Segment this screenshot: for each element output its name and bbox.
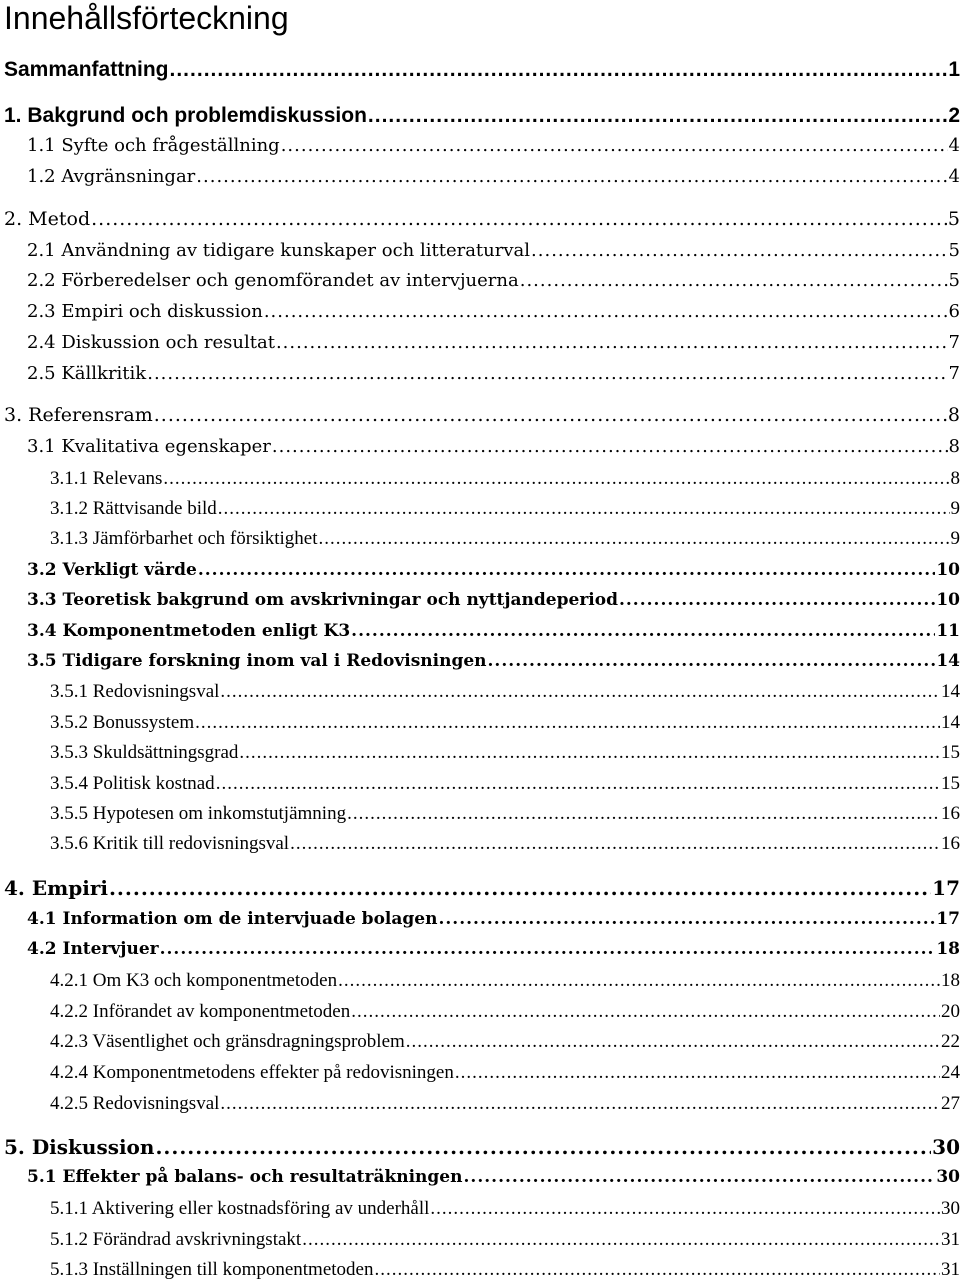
toc-page-number: 14 — [941, 681, 960, 702]
page-title: Innehållsförteckning — [4, 0, 289, 36]
toc-entry-label: Sammanfattning — [4, 58, 169, 81]
toc-page-number: 30 — [941, 1198, 960, 1219]
toc-entry-2-5[interactable] — [27, 363, 960, 384]
toc-entry-2-3[interactable] — [27, 301, 960, 322]
toc-page-number: 9 — [950, 498, 960, 519]
toc-page-number: 27 — [941, 1093, 960, 1114]
toc-entry-label: 2.5 Källkritik — [27, 363, 147, 384]
toc-page-number: 18 — [936, 939, 960, 959]
toc-entry-label: 4.2 Intervjuer — [27, 939, 159, 959]
toc-entry-label: 5. Diskussion — [4, 1135, 155, 1159]
toc-dot-leader — [154, 404, 947, 426]
toc-page-number: 22 — [941, 1031, 960, 1052]
toc-entry-label: 5.1.3 Inställningen till komponentmetoden — [50, 1259, 374, 1280]
toc-entry-label: 3.5.4 Politisk kostnad — [50, 773, 215, 794]
toc-page-number: 30 — [936, 1167, 960, 1187]
toc-dot-leader — [438, 909, 935, 929]
toc-entry-label: 3.5.3 Skuldsättningsgrad — [50, 742, 239, 763]
toc-dot-leader — [488, 651, 936, 671]
toc-page-number: 14 — [941, 712, 960, 733]
toc-entry-chapter-5[interactable] — [4, 1135, 960, 1159]
toc-page-number: 14 — [936, 651, 960, 671]
toc-entry-3-4[interactable] — [27, 621, 960, 641]
toc-entry-3-1-1[interactable] — [50, 468, 960, 490]
toc-dot-leader — [520, 270, 948, 291]
toc-entry-sammanfattning[interactable] — [4, 58, 960, 82]
toc-entry-4-2-2[interactable] — [50, 1001, 960, 1023]
toc-page-number: 4 — [948, 135, 960, 156]
toc-dot-leader — [406, 1031, 940, 1053]
toc-entry-label: 4.2.3 Väsentlighet och gränsdragningsproblem — [50, 1031, 405, 1052]
toc-entry-label: 3.1 Kvalitativa egenskaper — [27, 436, 271, 457]
toc-entry-chapter-4[interactable] — [4, 876, 960, 900]
toc-dot-leader — [351, 1001, 940, 1023]
toc-entry-chapter-2[interactable] — [4, 208, 960, 230]
toc-dot-leader — [351, 621, 935, 641]
toc-page-number: 7 — [948, 363, 960, 384]
toc-entry-label: 2.4 Diskussion och resultat — [27, 332, 275, 353]
toc-entry-label: 4.2.4 Komponentmetodens effekter på redovisningen — [50, 1062, 454, 1083]
toc-entry-label: 3.5.1 Redovisningsval — [50, 681, 220, 702]
toc-entry-4-2[interactable] — [27, 939, 960, 959]
toc-dot-leader — [196, 166, 947, 187]
toc-entry-3-5-1[interactable] — [50, 681, 960, 703]
toc-entry-label: 3.4 Komponentmetoden enligt K3 — [27, 621, 351, 641]
toc-entry-3-5-3[interactable] — [50, 742, 960, 764]
toc-dot-leader — [374, 1259, 940, 1281]
toc-page-number: 17 — [932, 876, 960, 900]
toc-entry-label: 1.2 Avgränsningar — [27, 166, 196, 187]
toc-entry-3-2[interactable] — [27, 560, 960, 580]
toc-entry-3-1[interactable] — [27, 436, 960, 457]
toc-entry-label: 2.3 Empiri och diskussion — [27, 301, 263, 322]
toc-dot-leader — [290, 833, 940, 855]
toc-page-number: 24 — [941, 1062, 960, 1083]
toc-entry-chapter-3[interactable] — [4, 404, 960, 426]
toc-entry-5-1-2[interactable] — [50, 1229, 960, 1251]
toc-dot-leader — [281, 135, 948, 156]
toc-entry-3-5-2[interactable] — [50, 712, 960, 734]
toc-dot-leader — [147, 363, 947, 384]
toc-dot-leader — [195, 712, 940, 734]
toc-entry-3-1-3[interactable] — [50, 528, 960, 550]
toc-page-number: 31 — [941, 1229, 960, 1250]
toc-entry-4-1[interactable] — [27, 909, 960, 929]
toc-dot-leader — [239, 742, 940, 764]
toc-entry-5-1-1[interactable] — [50, 1198, 960, 1220]
toc-entry-label: 3.5 Tidigare forskning inom val i Redovisningen — [27, 651, 487, 671]
toc-dot-leader — [302, 1229, 940, 1251]
toc-page-number: 8 — [947, 404, 960, 426]
toc-dot-leader — [198, 560, 936, 580]
toc-entry-label: 5.1.2 Förändrad avskrivningstakt — [50, 1229, 302, 1250]
toc-entry-label: 4.2.5 Redovisningsval — [50, 1093, 220, 1114]
toc-entry-label: 2. Metod — [4, 208, 91, 230]
toc-page-number: 7 — [948, 332, 960, 353]
toc-dot-leader — [272, 436, 948, 457]
toc-page-number: 16 — [941, 803, 960, 824]
toc-page-number: 10 — [936, 590, 960, 610]
toc-page-number: 20 — [941, 1001, 960, 1022]
toc-page-number: 30 — [932, 1135, 960, 1159]
toc-entry-label: 4. Empiri — [4, 876, 108, 900]
toc-entry-label: 3.1.2 Rättvisande bild — [50, 498, 217, 519]
toc-dot-leader — [463, 1167, 935, 1187]
toc-dot-leader — [338, 970, 940, 992]
toc-entry-4-2-4[interactable] — [50, 1062, 960, 1084]
toc-page-number: 15 — [941, 742, 960, 763]
toc-page-number: 6 — [948, 301, 960, 322]
toc-page-number: 9 — [950, 528, 960, 549]
toc-entry-4-2-1[interactable] — [50, 970, 960, 992]
toc-page-number: 10 — [936, 560, 960, 580]
toc-entry-label: 3. Referensram — [4, 404, 153, 426]
toc-entry-label: 3.2 Verkligt värde — [27, 560, 197, 580]
toc-page-number: 5 — [948, 240, 960, 261]
toc-entry-label: 2.1 Användning av tidigare kunskaper och litteraturval — [27, 240, 531, 261]
toc-page-number: 4 — [948, 166, 960, 187]
toc-entry-3-3[interactable] — [27, 590, 960, 610]
toc-page-number: 1 — [948, 58, 960, 81]
toc-entry-label: 1.1 Syfte och frågeställning — [27, 135, 280, 156]
toc-page-number: 16 — [941, 833, 960, 854]
toc-page-number: 17 — [936, 909, 960, 929]
toc-entry-3-5-6[interactable] — [50, 833, 960, 855]
toc-dot-leader — [319, 528, 950, 550]
toc-entry-4-2-3[interactable] — [50, 1031, 960, 1053]
toc-entry-4-2-5[interactable] — [50, 1093, 960, 1115]
toc-entry-label: 3.3 Teoretisk bakgrund om avskrivningar och nyttjandeperiod — [27, 590, 618, 610]
toc-page-number: 5 — [948, 270, 960, 291]
toc-entry-label: 4.2.2 Införandet av komponentmetoden — [50, 1001, 351, 1022]
toc-entry-label: 4.2.1 Om K3 och komponentmetoden — [50, 970, 338, 991]
toc-entry-label: 3.5.6 Kritik till redovisningsval — [50, 833, 290, 854]
toc-entry-label: 3.1.3 Jämförbarhet och försiktighet — [50, 528, 318, 549]
toc-dot-leader — [347, 803, 940, 825]
toc-entry-label: 5.1 Effekter på balans- och resultaträkningen — [27, 1167, 463, 1187]
toc-entry-2-2[interactable] — [27, 270, 960, 291]
toc-page-number: 18 — [941, 970, 960, 991]
toc-entry-label: 1. Bakgrund och problemdiskussion — [4, 104, 367, 127]
toc-entry-label: 5.1.1 Aktivering eller kostnadsföring av underhåll — [50, 1198, 430, 1219]
toc-dot-leader — [91, 208, 947, 230]
toc-dot-leader — [218, 498, 950, 520]
toc-entry-label: 3.5.5 Hypotesen om inkomstutjämning — [50, 803, 347, 824]
toc-dot-leader — [163, 468, 949, 490]
toc-dot-leader — [170, 58, 948, 82]
toc-dot-leader — [430, 1198, 940, 1220]
toc-dot-leader — [264, 301, 948, 322]
toc-entry-3-1-2[interactable] — [50, 498, 960, 520]
toc-entry-2-4[interactable] — [27, 332, 960, 353]
toc-entry-3-5-4[interactable] — [50, 773, 960, 795]
toc-entry-5-1-3[interactable] — [50, 1259, 960, 1281]
toc-page-number: 11 — [936, 621, 960, 641]
toc-dot-leader — [368, 104, 947, 128]
toc-page-number: 2 — [948, 104, 960, 127]
toc-dot-leader — [220, 681, 940, 703]
toc-entry-chapter-1[interactable] — [4, 104, 960, 128]
toc-entry-3-5[interactable] — [27, 651, 960, 671]
toc-page-number: 5 — [947, 208, 960, 230]
toc-entry-label: 4.1 Information om de intervjuade bolagen — [27, 909, 438, 929]
toc-entry-1-1[interactable] — [27, 135, 960, 156]
toc-entry-3-5-5[interactable] — [50, 803, 960, 825]
toc-entry-label: 3.1.1 Relevans — [50, 468, 163, 489]
toc-page-number: 8 — [948, 436, 960, 457]
toc-dot-leader — [155, 1135, 931, 1159]
toc-dot-leader — [160, 939, 936, 959]
toc-entry-label: 2.2 Förberedelser och genomförandet av intervjuerna — [27, 270, 519, 291]
toc-dot-leader — [216, 773, 940, 795]
toc-page-number: 8 — [950, 468, 960, 489]
toc-dot-leader — [455, 1062, 940, 1084]
toc-page-number: 31 — [941, 1259, 960, 1280]
toc-dot-leader — [220, 1093, 940, 1115]
toc-dot-leader — [531, 240, 948, 261]
toc-dot-leader — [619, 590, 935, 610]
toc-dot-leader — [109, 876, 931, 900]
toc-entry-5-1[interactable] — [27, 1167, 960, 1187]
toc-page-number: 15 — [941, 773, 960, 794]
toc-entry-1-2[interactable] — [27, 166, 960, 187]
toc-entry-label: 3.5.2 Bonussystem — [50, 712, 195, 733]
toc-dot-leader — [276, 332, 948, 353]
toc-entry-2-1[interactable] — [27, 240, 960, 261]
